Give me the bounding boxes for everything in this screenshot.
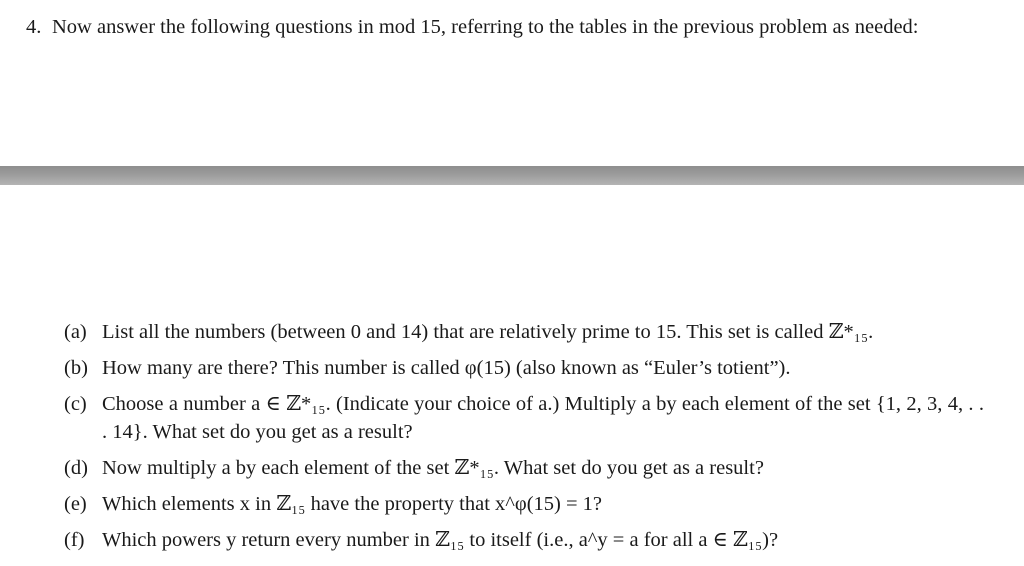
question-item: [64, 490, 984, 518]
section-divider: [0, 166, 1024, 185]
question-text: Choose a number a ∈ ℤ*₁₅. (Indicate your choice of a.) Multiply a by each element of the set {1, 2, 3, 4, . . . 14}. What set do you get as a result?: [102, 393, 984, 443]
problem-text: Now answer the following questions in mod 15, referring to the tables in the previous problem as needed:: [52, 16, 919, 38]
question-label: (e): [64, 493, 87, 515]
question-text: Which elements x in ℤ₁₅ have the property that x^φ(15) = 1?: [102, 493, 603, 515]
question-text: How many are there? This number is called φ(15) (also known as “Euler’s totient”).: [102, 357, 791, 379]
question-label: (a): [64, 321, 87, 343]
question-label: (c): [64, 393, 87, 415]
problem-heading: [26, 14, 919, 40]
question-item: [64, 526, 984, 554]
question-list: [64, 318, 984, 562]
question-label: (b): [64, 357, 88, 379]
question-text: Now multiply a by each element of the set ℤ*₁₅. What set do you get as a result?: [102, 457, 764, 479]
problem-number: 4.: [26, 16, 42, 38]
question-text: Which powers y return every number in ℤ₁₅ to itself (i.e., a^y = a for all a ∈ ℤ₁₅)?: [102, 529, 779, 551]
question-label: (d): [64, 457, 88, 479]
question-item: [64, 354, 984, 382]
question-item: [64, 454, 984, 482]
question-item: [64, 390, 984, 446]
question-text: List all the numbers (between 0 and 14) that are relatively prime to 15. This set is called ℤ*₁₅.: [102, 321, 874, 343]
question-label: (f): [64, 529, 85, 551]
question-item: [64, 318, 984, 346]
